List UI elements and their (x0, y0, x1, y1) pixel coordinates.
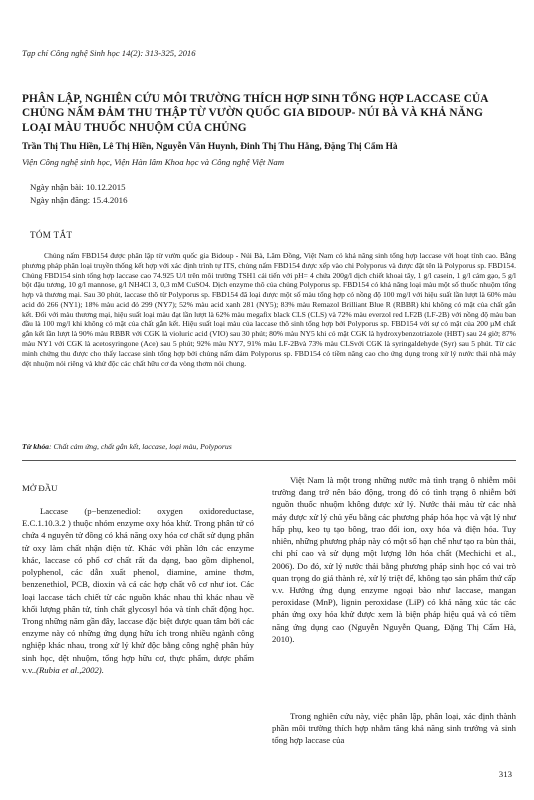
dates-block (30, 181, 127, 207)
abstract-text: Chủng nấm FBD154 được phân lập từ vườn quốc gia Bidoup - Núi Bà, Lâm Đồng, Việt Nam có khả năng sinh tổng hợp laccase với hoạt tính cao. Bằng phương pháp phân loại truyền thống kết hợp với xác định trình tự ITS, chủng nấm FBD154 được xếp vào chi Polyporus và được đặt tên là Polyporus sp. FBD154. Chủng FBD154 sinh tổng hợp laccase cao 74.925 U/l trên môi trường TSH1 cải tiến với pH= 4 chứa 200g/l dịch chiết khoai tây, 1 g/l casein, 1 g/l cám gạo, 5 g/l bột đậu tương, 10 g/l mannose, g/l NH4Cl 3, 0,3 mM CuSO4. Dịch enzyme thô của chủng Polyporus sp. FBD154 có khả năng loại màu một số thuốc nhuộm tổng hợp và thương mại. Sau 30 phút, laccase thô từ Polyporus sp. FBD154 đã loại được một số màu tổng hợp có nồng độ 100 mg/l với hiệu suất lần lượt là 60% màu acid đỏ 266 (NY1); 18% màu acid đỏ 299 (NY7); 52% màu acid xanh 281 (NY5); 83% màu Remazol Brilliant Blue R (RBBR) khi không có mặt của chất gắn kết. Đối với màu thương mại, hiệu suất loại màu đạt lần lượt là 62% màu megafix black CLS (CLS) và 72% màu everzol red LF2B (LF-2B) với nồng độ màu ban đầu là 100 mg/l khi không có mặt của chất gắn kết. Hiệu suất loại màu của laccase thô sinh tổng hợp bởi Polyporus sp. FBD154 với sự có mặt của 200 µM chất gắn kết lần lượt là 90% màu RBBR với CGK là violuric acid (VIO) sau 30 phút; 80% màu NY5 khi có mặt CGK là hydroxybenzotriazole (HBT) sau 24 giờ; 87% màu NY1 với CGK là acetosyringone (Ace) sau 5 phút; 92% màu NY7, 91% màu LF-2Bvà 73% màu CLSvới CGK là syringaldehyde (Syr) sau 5 phút. Từ các minh chứng thu được cho thấy laccase sinh tổng hợp bởi chủng nấm đảm Polyporus sp. FBD154 có tiềm năng cao cho ứng dụng trong xử lý nước thải nhà máy dệt nhuộm nói riêng và khử độc các chất hữu cơ đa vòng thơm nói chung. (22, 251, 516, 368)
journal-citation: Tạp chí Công nghệ Sinh học 14(2): 313-325, 2016 (22, 48, 196, 58)
body-right-paragraph-2: Trong nghiên cứu này, việc phân lập, phân loại, xác định thành phần môi trường thích hợp nhằm tăng khả năng sinh trưởng và sinh tổng hợp laccase của (272, 711, 516, 746)
body-left-citation: (Rubia et al.,2002). (36, 664, 104, 675)
author-list: Trần Thị Thu Hiền, Lê Thị Hiền, Nguyễn Văn Huynh, Đinh Thị Thu Hằng, Đặng Thị Cẩm Hà (22, 142, 398, 152)
body-right-paragraph-1: Việt Nam là một trong những nước mà tình trạng ô nhiễm môi trường đang trở nên báo động, trong đó có tình trạng ô nhiễm bởi nguồn thuốc nhuộm không được xử lý. Nước thải màu từ các nhà máy được xử lý chủ yếu bằng các phương pháp hóa học và vật lý như hấp phụ, keo tụ tạo bông, trao đổi ion, oxy hóa và điện hóa. Tuy nhiên, những phương pháp này có một số hạn chế như tạo ra bùn thải, chi phí cao và sử dụng một lượng lớn hóa chất (Mechichi et al., 2006). Do đó, xử lý nước thải bằng phương pháp sinh học có vai trò quan trọng do giá thành rẻ, xử lý triệt để, không tạo sản phẩm thứ cấp v.v. Hướng ứng dụng enzyme ngoại bào như laccase, mangan peroxidase (MnP), lignin peroxidase (LiP) có khả năng xúc tác các phản ứng oxy hóa khử được xem là biện pháp hiệu quả và có tiềm năng ứng dụng cao (Nguyễn Nguyễn Quang, Đặng Thị Cẩm Hà, 2010). (272, 475, 516, 644)
body-left-column (22, 505, 254, 676)
body-left-text: Laccase (p−benzenediol: oxygen oxidoreductase, E.C.1.10.3.2 ) thuộc nhóm enzyme oxy hóa khử. Trong phân tử có chứa 4 nguyên tử đồng có khả năng oxy hóa cơ chất sử dụng phân tử oxy làm chất nhận điện tử. Khác với phần lớn các enzyme khác, laccase có phổ cơ chất rất đa dạng, bao gồm diphenol, polyphenol, các dẫn xuất phenol, diamine, amine thơm, benzenethiol, PCB, dioxin và cả các hợp chất vô cơ như iot. Các loại laccase tách chiết từ các nguồn khác nhau thì khác nhau về khối lượng phân tử, tính chất glycosyl hóa và tính chất động học. Trong những năm gần đây, laccase đặc biệt được quan tâm bởi các enzyme này có những ứng dụng hữu ích trong nhiều ngành công nghiệp khác nhau, trong xử lý khử độc bằng công nghệ phân hủy sinh học, dệt nhuộm, tổng hợp hữu cơ, thực phẩm, dược phẩm v.v.. (22, 506, 254, 675)
keywords-label: Từ khóa (22, 442, 50, 451)
section-divider (22, 460, 516, 461)
keywords-line (22, 442, 516, 451)
keywords-list: : Chất cảm ứng, chất gắn kết, laccase, loại màu, Polyporus (49, 442, 232, 451)
abstract-heading: TÓM TẮT (30, 230, 73, 240)
section-heading: MỞ ĐẦU (22, 483, 58, 493)
received-date: Ngày nhận bài: 10.12.2015 (30, 182, 126, 192)
accepted-date: Ngày nhận đăng: 15.4.2016 (30, 195, 128, 205)
affiliation: Viện Công nghệ sinh học, Viện Hàn lâm Khoa học và Công nghệ Việt Nam (22, 157, 285, 167)
page-number: 313 (498, 769, 512, 779)
paper-title: PHÂN LẬP, NGHIÊN CỨU MÔI TRƯỜNG THÍCH HỢP SINH TỔNG HỢP LACCASE CỦA CHỦNG NẤM ĐẢM THU THẬP TỪ VƯỜN QUỐC GIA BIDOUP- NÚI BÀ VÀ KHẢ NĂNG LOẠI MÀU THUỐC NHUỘM CỦA CHỦNG (22, 93, 488, 134)
